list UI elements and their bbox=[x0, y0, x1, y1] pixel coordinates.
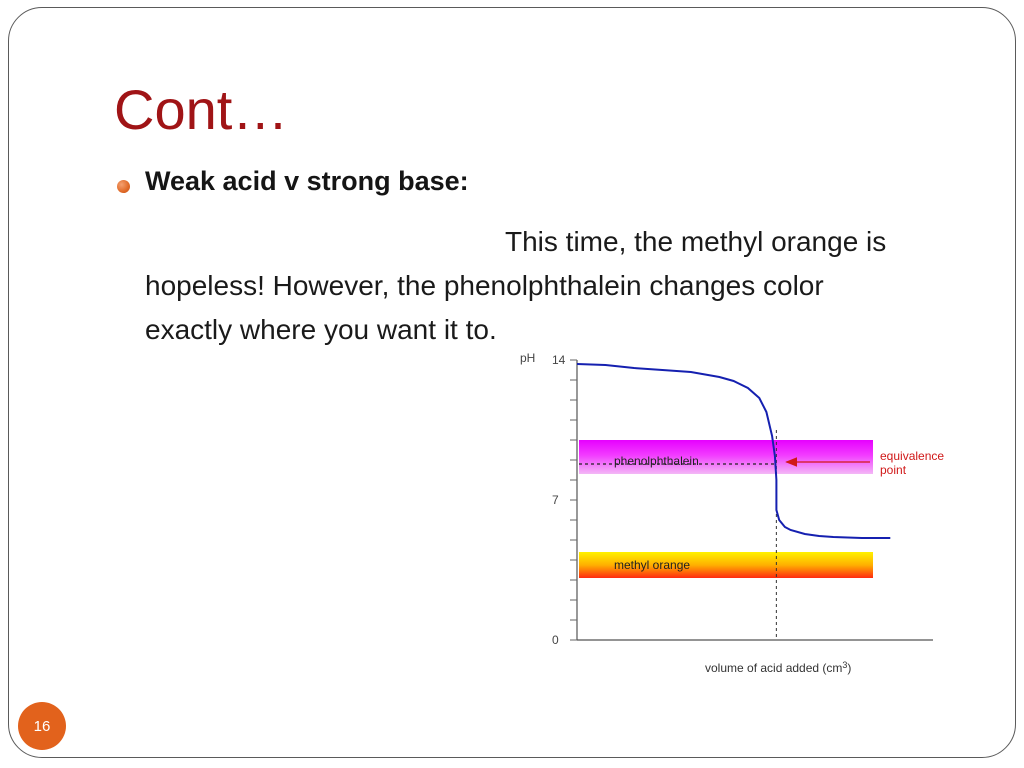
equivalence-label-line1: equivalence bbox=[880, 449, 945, 463]
titration-chart bbox=[490, 340, 960, 685]
y-axis-label: pH bbox=[520, 351, 536, 365]
y-tick-label: 7 bbox=[552, 493, 559, 507]
y-tick-label: 0 bbox=[552, 633, 559, 647]
body-line-3: exactly where you want it to. bbox=[145, 314, 497, 345]
equivalence-label-line2: point bbox=[880, 463, 907, 477]
bullet-dot-icon bbox=[117, 180, 130, 193]
x-axis-label: volume of acid added $(cm^3)$ bbox=[705, 660, 852, 675]
body-line-1: This time, the methyl orange is bbox=[505, 226, 887, 257]
y-tick-label: 14 bbox=[552, 353, 566, 367]
body-line-2: hopeless! However, the phenolphthalein changes color bbox=[145, 270, 824, 301]
slide-title: Cont… bbox=[114, 78, 289, 141]
page-number-badge: 16 bbox=[18, 702, 66, 750]
bullet-heading: Weak acid v strong base: bbox=[145, 166, 469, 196]
body-paragraph bbox=[145, 220, 935, 352]
band-label: methyl orange bbox=[614, 558, 691, 572]
band-label: phenolphthalein bbox=[614, 454, 699, 468]
